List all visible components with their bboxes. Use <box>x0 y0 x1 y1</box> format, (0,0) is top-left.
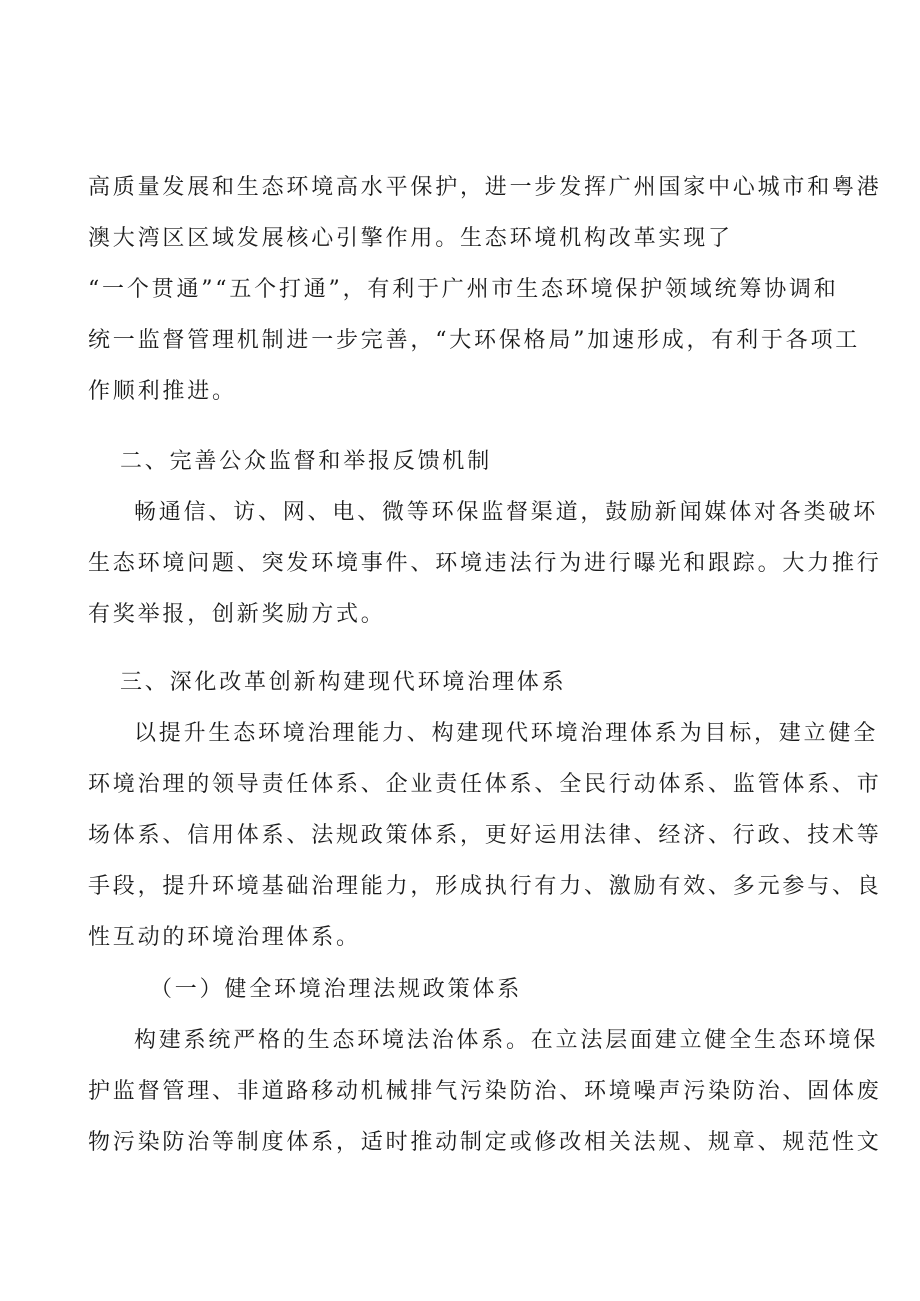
paragraph-line: 构建系统严格的生态环境法治体系。在立法层面建立健全生态环境保 <box>134 1028 879 1053</box>
paragraph-line: 护监督管理、非道路移动机械排气污染防治、环境噪声污染防治、固体废 <box>88 1079 882 1104</box>
paragraph-line: 作顺利推进。 <box>88 379 237 404</box>
paragraph-line: 高质量发展和生态环境高水平保护，进一步发挥广州国家中心城市和粤港 <box>88 175 882 200</box>
section-heading: 二、完善公众监督和举报反馈机制 <box>120 449 493 474</box>
paragraph-line: 统一监督管理机制进一步完善，“大环保格局”加速形成，有利于各项工 <box>88 328 861 353</box>
paragraph-line: 场体系、信用体系、法规政策体系，更好运用法律、经济、行政、技术等 <box>88 823 882 848</box>
paragraph-line: 畅通信、访、网、电、微等环保监督渠道，鼓励新闻媒体对各类破坏 <box>134 500 879 525</box>
section-heading: 三、深化改革创新构建现代环境治理体系 <box>120 670 567 695</box>
paragraph-line: 以提升生态环境治理能力、构建现代环境治理体系为目标，建立健全 <box>134 721 879 746</box>
paragraph-line: 生态环境问题、突发环境事件、环境违法行为进行曝光和跟踪。大力推行 <box>88 551 882 576</box>
paragraph-line: 澳大湾区区域发展核心引擎作用。生态环境机构改革实现了 <box>88 226 733 251</box>
paragraph-line: 性互动的环境治理体系。 <box>88 925 361 950</box>
paragraph-line: 有奖举报，创新奖励方式。 <box>88 602 386 627</box>
paragraph-line: 环境治理的领导责任体系、企业责任体系、全民行动体系、监管体系、市 <box>88 772 882 797</box>
paragraph-line: “一个贯通”“五个打通”，有利于广州市生态环境保护领域统筹协调和 <box>88 277 839 302</box>
paragraph-line: 手段，提升环境基础治理能力，形成执行有力、激励有效、多元参与、良 <box>88 874 882 899</box>
paragraph-line: 物污染防治等制度体系，适时推动制定或修改相关法规、规章、规范性文 <box>88 1130 882 1155</box>
subsection-heading: （一）健全环境治理法规政策体系 <box>150 977 523 1002</box>
